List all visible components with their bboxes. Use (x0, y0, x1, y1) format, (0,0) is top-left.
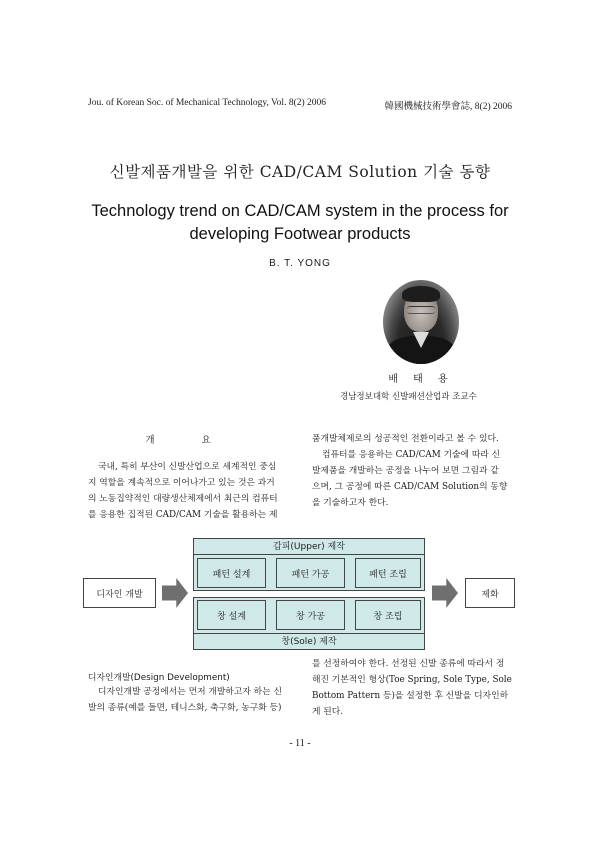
author-affiliation: 경남정보대학 신발패션산업과 조교수 (340, 392, 477, 402)
author-korean-name: 배 태 용 (388, 374, 454, 385)
sole-production-label: 창(Sole) 제작 (281, 637, 337, 647)
right-arrow-icon (432, 578, 458, 608)
section-left-line: 발의 종류(예를 들면, 테니스화, 축구화, 농구화 등) (88, 703, 282, 713)
author-photo (383, 280, 459, 364)
english-title-line-2: developing Footwear products (189, 225, 411, 243)
abstract-right-line: 발제품을 개발하는 공정을 나누어 보면 그림과 같 (312, 466, 499, 476)
page-number: - 11 - (289, 738, 311, 749)
abstract-left-line: 지 역할을 계속적으로 이어나가고 있는 것은 과거 (88, 478, 275, 488)
abstract-left-line: 의 노동집약적인 대량생산체제에서 최근의 컴퓨터 (88, 494, 278, 504)
upper-production-label: 갑피(Upper) 제작 (273, 542, 345, 552)
section-right-column (312, 656, 514, 720)
process-diagram (80, 535, 520, 650)
author-english: B. T. YONG (269, 258, 331, 269)
pattern-design-box: 패턴 설계 (197, 558, 266, 588)
right-arrow-icon (162, 578, 188, 608)
abstract-heading: 개 요 (145, 435, 233, 446)
abstract-left-column (88, 459, 290, 523)
pattern-processing-box: 패턴 가공 (276, 558, 345, 588)
design-development-box: 디자인 개발 (83, 578, 156, 608)
english-title-line-1: Technology trend on CAD/CAM system in the process for (91, 202, 509, 220)
sole-assembly-box: 창 조립 (355, 600, 421, 630)
journal-header-right: 韓國機械技術學會誌, 8(2) 2006 (384, 102, 512, 112)
korean-title: 신발제품개발을 위한 CAD/CAM Solution 기술 동향 (109, 163, 491, 181)
sole-design-box: 창 설계 (197, 600, 266, 630)
pattern-assembly-box: 패턴 조립 (355, 558, 421, 588)
section-right-line: 게 된다. (312, 707, 344, 717)
section-right-line: 를 선정하여야 한다. 선정된 신발 종류에 따라서 정 (312, 659, 505, 669)
abstract-left-line: 국내, 특히 부산이 신발산업으로 세계적인 중심 (98, 462, 277, 472)
abstract-left-line: 를 응용한 집적된 CAD/CAM 기술을 활용하는 제 (88, 510, 278, 520)
sole-processing-box: 창 가공 (276, 600, 345, 630)
abstract-right-line: 품개발체제로의 성공적인 전환이라고 볼 수 있다. (312, 434, 499, 444)
shoemaking-box: 제화 (465, 578, 515, 608)
abstract-right-line: 컴퓨터를 응용하는 CAD/CAM 기술에 따라 신 (322, 450, 501, 460)
abstract-right-line: 을 기술하고자 한다. (312, 498, 389, 508)
abstract-right-line: 으며, 그 공정에 따른 CAD/CAM Solution의 동향 (312, 482, 508, 492)
section-right-line: Bottom Pattern 등)을 설정한 후 신발을 디자인하 (312, 691, 509, 701)
section-left-column (88, 684, 290, 716)
section-left-line: 디자인개발 공정에서는 먼저 개발하고자 하는 신 (98, 687, 282, 697)
english-title (60, 200, 540, 246)
abstract-right-column (312, 431, 514, 511)
section-right-line: 해진 기본적인 형상(Toe Spring, Sole Type, Sole (312, 675, 512, 685)
section-heading: 디자인개발(Design Development) (88, 673, 230, 683)
journal-header-left: Jou. of Korean Soc. of Mechanical Technology, Vol. 8(2) 2006 (88, 98, 327, 108)
